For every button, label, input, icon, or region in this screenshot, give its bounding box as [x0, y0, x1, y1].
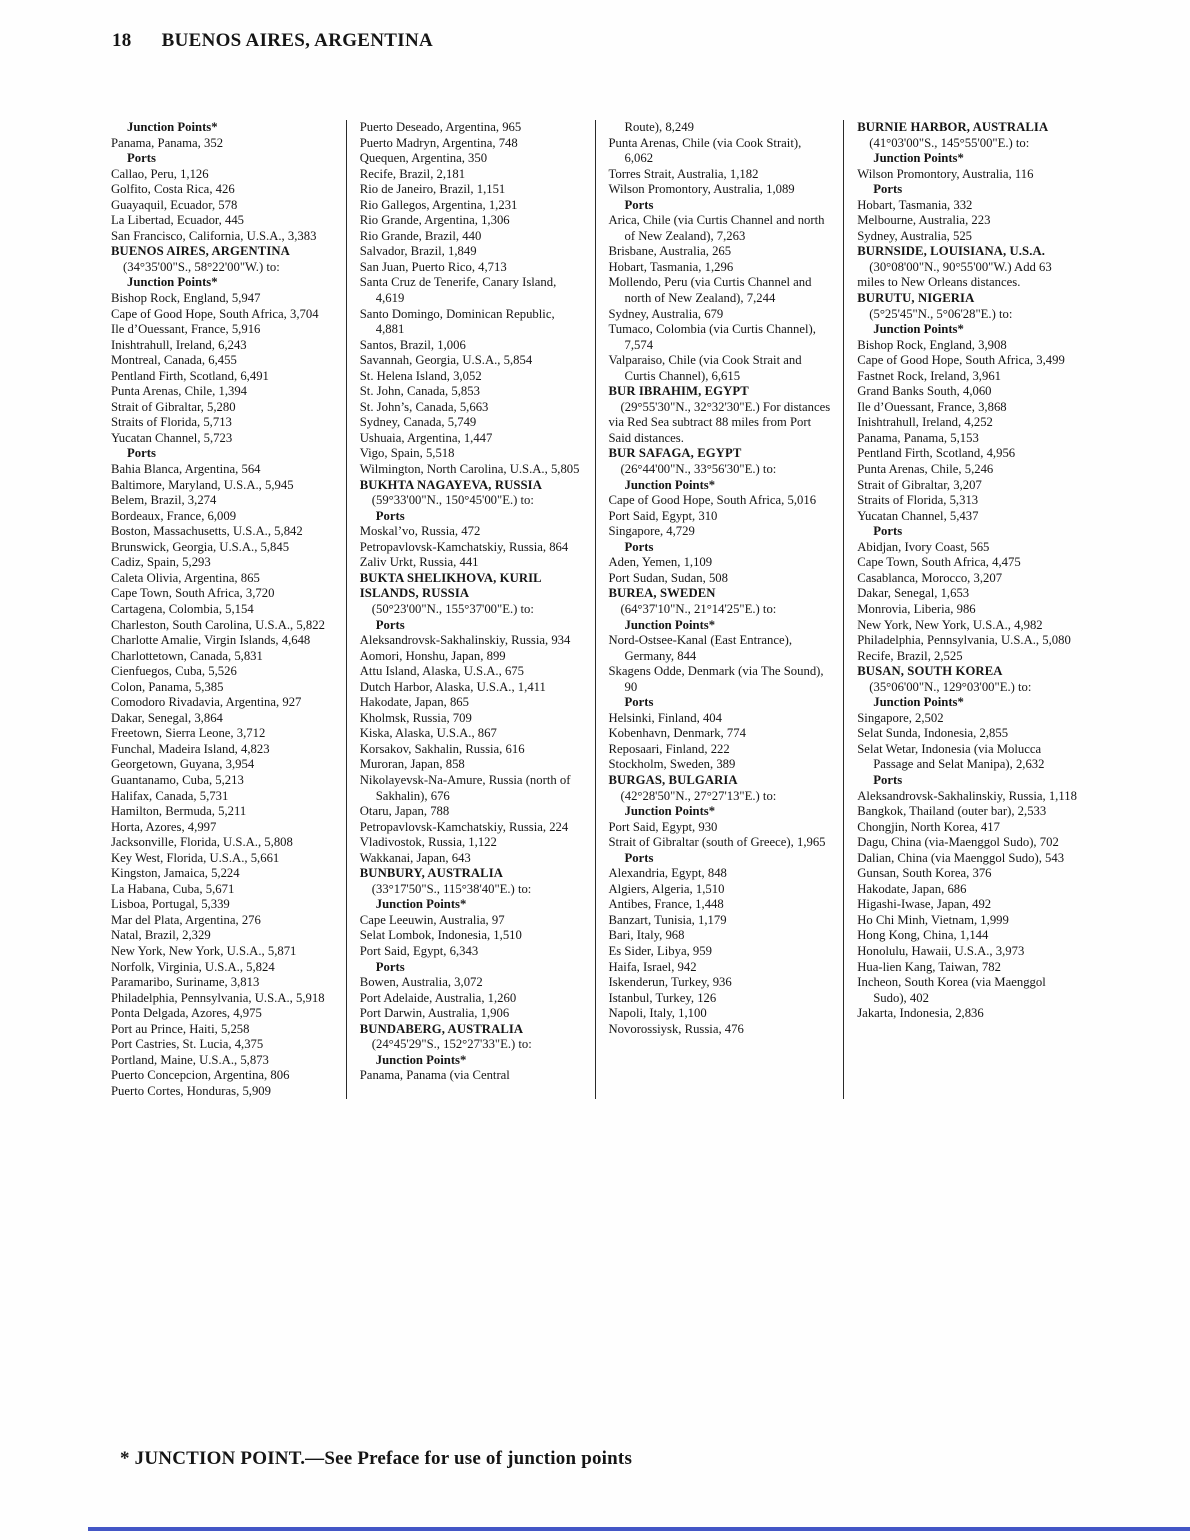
distance-entry: Melbourne, Australia, 223: [857, 213, 991, 228]
distance-entry: Hobart, Tasmania, 1,296: [608, 259, 734, 274]
section-heading: BUR SAFAGA, EGYPT: [608, 446, 742, 461]
group-subheading: Ports: [873, 182, 903, 197]
group-subheading: Junction Points*: [624, 804, 716, 819]
page-number: 18: [112, 30, 132, 51]
distance-entry: Aleksandrovsk-Sakhalinskiy, Russia, 1,118: [857, 788, 1077, 803]
distance-entry: Puerto Deseado, Argentina, 965: [359, 120, 522, 134]
distance-entry: Jakarta, Indonesia, 2,836: [857, 1006, 984, 1021]
coordinates-line: (30°08'00"N., 90°55'00"W.) Add 63 miles to New Orleans distances.: [857, 259, 1052, 290]
group-subheading: Junction Points*: [127, 275, 218, 290]
distance-entry: Bangkok, Thailand (outer bar), 2,533: [857, 804, 1047, 819]
distance-entry: Wilmington, North Carolina, U.S.A., 5,805: [359, 462, 580, 477]
bottom-edge-line: [88, 1527, 1190, 1531]
coordinates-line: (33°17'50"S., 115°38'40"E.) to:: [371, 881, 532, 896]
distance-entry: St. John’s, Canada, 5,663: [359, 399, 489, 414]
distance-entry: Cape of Good Hope, South Africa, 5,016: [608, 493, 817, 508]
distance-entry: Horta, Azores, 4,997: [111, 819, 217, 834]
distance-entry: Antibes, France, 1,448: [608, 897, 724, 912]
distance-entry: Bordeaux, France, 6,009: [111, 508, 237, 523]
distance-entry: Petropavlovsk-Kamchatskiy, Russia, 224: [359, 819, 569, 834]
distance-entry: Tumaco, Colombia (via Curtis Channel), 7,574: [608, 322, 816, 352]
group-subheading: Ports: [624, 197, 654, 212]
group-subheading: Junction Points*: [375, 1052, 467, 1067]
distance-entry: Yucatan Channel, 5,437: [857, 508, 979, 523]
column-4: [843, 120, 1092, 1099]
distance-entry: Dakar, Senegal, 1,653: [857, 586, 970, 601]
distance-entry: Norfolk, Virginia, U.S.A., 5,824: [111, 959, 275, 974]
group-subheading: Junction Points*: [873, 322, 964, 337]
distance-entry: Bishop Rock, England, 5,947: [111, 291, 261, 306]
distance-entry: Petropavlovsk-Kamchatskiy, Russia, 864: [359, 539, 569, 554]
group-subheading: Ports: [624, 539, 654, 554]
group-subheading: Ports: [375, 959, 405, 974]
distance-entry: Straits of Florida, 5,713: [111, 415, 232, 430]
distance-entry: Moskal’vo, Russia, 472: [359, 524, 481, 539]
distance-entry: Savannah, Georgia, U.S.A., 5,854: [359, 353, 533, 368]
distance-entry: Skagens Odde, Denmark (via The Sound), 90: [608, 664, 824, 694]
distance-entry: Belem, Brazil, 3,274: [111, 493, 217, 508]
coordinates-line: (50°23'00"N., 155°37'00"E.) to:: [371, 601, 534, 616]
section-heading: BURGAS, BULGARIA: [608, 772, 738, 787]
coordinates-line: (34°35'00"S., 58°22'00"W.) to:: [123, 259, 280, 274]
distance-entry: Hua-lien Kang, Taiwan, 782: [857, 959, 1001, 974]
distance-entry: Rio de Janeiro, Brazil, 1,151: [359, 182, 506, 197]
distance-entry: Kingston, Jamaica, 5,224: [111, 866, 240, 881]
distance-entry: Puerto Cortes, Honduras, 5,909: [111, 1083, 271, 1098]
distance-entry: New York, New York, U.S.A., 5,871: [111, 943, 297, 958]
distance-entry: Kiska, Alaska, U.S.A., 867: [359, 726, 497, 741]
distance-entry: Singapore, 4,729: [608, 524, 695, 539]
coordinates-line: (41°03'00"S., 145°55'00"E.) to:: [869, 135, 1030, 150]
distance-entry: Salvador, Brazil, 1,849: [359, 244, 477, 259]
distance-entry: Chongjin, North Korea, 417: [857, 819, 1000, 834]
distance-entry: Key West, Florida, U.S.A., 5,661: [111, 850, 280, 865]
page-header: [112, 30, 433, 52]
distance-entry: Panama, Panama (via Central: [359, 1068, 510, 1083]
distance-entry: Comodoro Rivadavia, Argentina, 927: [111, 695, 302, 710]
distance-entry: Pentland Firth, Scotland, 4,956: [857, 446, 1016, 461]
junction-point-footnote: * JUNCTION POINT.—See Preface for use of junction points: [120, 1448, 633, 1469]
distance-entry: Nikolayevsk-Na-Amure, Russia (north of Sakhalin), 676: [359, 772, 571, 803]
distance-entry: Jacksonville, Florida, U.S.A., 5,808: [111, 835, 293, 850]
group-subheading: Junction Points*: [624, 477, 716, 492]
distance-entry: Guayaquil, Ecuador, 578: [111, 197, 238, 212]
distance-entry: Istanbul, Turkey, 126: [608, 990, 717, 1005]
coordinates-line: (35°06'00"N., 129°03'00"E.) to:: [869, 679, 1032, 694]
distance-entry: Selat Lombok, Indonesia, 1,510: [359, 928, 522, 943]
distance-entry: Port Castries, St. Lucia, 4,375: [111, 1037, 264, 1052]
distance-entry: Cape Leeuwin, Australia, 97: [359, 912, 505, 927]
distance-entry: Dagu, China (via-Maenggol Sudo), 702: [857, 835, 1059, 850]
coordinates-line: (42°28'50"N., 27°27'13"E.) to:: [620, 788, 777, 803]
distance-entry: Bowen, Australia, 3,072: [359, 975, 483, 990]
distance-entry: Guantanamo, Cuba, 5,213: [111, 772, 244, 787]
distance-entry: Port Said, Egypt, 930: [608, 819, 718, 834]
distance-entry: Charlottetown, Canada, 5,831: [111, 648, 263, 663]
coordinates-line: (29°55'30"N., 32°32'30"E.) For distances via Red Sea subtract 88 miles from Port Said distances.: [608, 399, 831, 445]
group-subheading: Junction Points*: [127, 120, 218, 134]
distance-entry: Es Sider, Libya, 959: [608, 943, 712, 958]
distance-entry: Kholmsk, Russia, 709: [359, 710, 472, 725]
distance-entry: Puerto Madryn, Argentina, 748: [359, 135, 518, 150]
distance-entry: Muroran, Japan, 858: [359, 757, 465, 772]
group-subheading: Ports: [873, 772, 903, 787]
distance-entry: Dutch Harbor, Alaska, U.S.A., 1,411: [359, 679, 546, 694]
distance-entry: Novorossiysk, Russia, 476: [608, 1021, 744, 1036]
distance-entry: Port Said, Egypt, 6,343: [359, 943, 479, 958]
distance-entry: Ponta Delgada, Azores, 4,975: [111, 1006, 262, 1021]
distance-entry: Otaru, Japan, 788: [359, 804, 450, 819]
distance-entry: Paramaribo, Suriname, 3,813: [111, 975, 260, 990]
distance-entry: Napoli, Italy, 1,100: [608, 1006, 707, 1021]
section-heading: BUKHTA NAGAYEVA, RUSSIA: [359, 477, 542, 492]
distance-entry: Vladivostok, Russia, 1,122: [359, 835, 497, 850]
distance-entry: San Francisco, California, U.S.A., 3,383: [111, 228, 317, 243]
distance-entry: Rio Grande, Brazil, 440: [359, 228, 482, 243]
distance-entry: Panama, Panama, 352: [111, 135, 224, 150]
distance-entry: Mar del Plata, Argentina, 276: [111, 912, 261, 927]
distance-entry-continuation: Route), 8,249: [624, 120, 694, 134]
section-heading: BUREA, SWEDEN: [608, 586, 716, 601]
distance-entry: Natal, Brazil, 2,329: [111, 928, 211, 943]
distance-entry: Philadelphia, Pennsylvania, U.S.A., 5,918: [111, 990, 325, 1005]
distance-entry: Strait of Gibraltar, 3,207: [857, 477, 982, 492]
distance-entry: Haifa, Israel, 942: [608, 959, 697, 974]
distance-entry: Boston, Massachusetts, U.S.A., 5,842: [111, 524, 303, 539]
distance-entry: Straits of Florida, 5,313: [857, 493, 979, 508]
distance-entry: Ile d’Ouessant, France, 5,916: [111, 322, 261, 337]
distance-entry: Selat Sunda, Indonesia, 2,855: [857, 726, 1009, 741]
distance-entry: Quequen, Argentina, 350: [359, 151, 488, 166]
distance-entry: Grand Banks South, 4,060: [857, 384, 992, 399]
distance-entry: Santos, Brazil, 1,006: [359, 337, 466, 352]
distance-entry: Aomori, Honshu, Japan, 899: [359, 648, 506, 663]
distance-entry: Brisbane, Australia, 265: [608, 244, 732, 259]
distance-entry: Ho Chi Minh, Vietnam, 1,999: [857, 912, 1009, 927]
section-heading: BURUTU, NIGERIA: [857, 291, 975, 306]
distance-entry: Wilson Promontory, Australia, 116: [857, 166, 1034, 181]
distance-entry: Hakodate, Japan, 686: [857, 881, 967, 896]
column-1: [100, 120, 346, 1099]
coordinates-line: (24°45'29"S., 152°27'33"E.) to:: [371, 1037, 532, 1052]
distance-entry: Iskenderun, Turkey, 936: [608, 975, 732, 990]
columns-container: [100, 120, 1092, 1099]
distance-entry: Cape Town, South Africa, 3,720: [111, 586, 275, 601]
distance-entry: Yucatan Channel, 5,723: [111, 430, 233, 445]
distance-entry: Funchal, Madeira Island, 4,823: [111, 741, 270, 756]
distance-entry: Philadelphia, Pennsylvania, U.S.A., 5,080: [857, 633, 1071, 648]
distance-entry: St. Helena Island, 3,052: [359, 368, 482, 383]
group-subheading: Ports: [375, 508, 405, 523]
distance-entry: Charleston, South Carolina, U.S.A., 5,822: [111, 617, 325, 632]
group-subheading: Junction Points*: [873, 151, 964, 166]
distance-entry: Port au Prince, Haiti, 5,258: [111, 1021, 250, 1036]
distance-entry: La Habana, Cuba, 5,671: [111, 881, 235, 896]
distance-entry: Reposaari, Finland, 222: [608, 741, 730, 756]
distance-entry: Bishop Rock, England, 3,908: [857, 337, 1007, 352]
distance-entry: Georgetown, Guyana, 3,954: [111, 757, 255, 772]
distance-entry: Mollendo, Peru (via Curtis Channel and north of New Zealand), 7,244: [608, 275, 812, 306]
coordinates-line: (26°44'00"N., 33°56'30"E.) to:: [620, 462, 777, 477]
distance-entry: Sydney, Canada, 5,749: [359, 415, 477, 430]
distance-entry: Cape of Good Hope, South Africa, 3,499: [857, 353, 1065, 368]
distance-entry: Montreal, Canada, 6,455: [111, 353, 237, 368]
distance-entry: Recife, Brazil, 2,525: [857, 648, 963, 663]
distance-entry: Singapore, 2,502: [857, 710, 944, 725]
distance-entry: Port Adelaide, Australia, 1,260: [359, 990, 517, 1005]
distance-entry: Caleta Olivia, Argentina, 865: [111, 570, 260, 585]
distance-entry: New York, New York, U.S.A., 4,982: [857, 617, 1043, 632]
distance-entry: Portland, Maine, U.S.A., 5,873: [111, 1052, 269, 1067]
distance-entry: Banzart, Tunisia, 1,179: [608, 912, 727, 927]
distance-entry: Sydney, Australia, 679: [608, 306, 724, 321]
distance-entry: Dalian, China (via Maenggol Sudo), 543: [857, 850, 1065, 865]
distance-entry: Honolulu, Hawaii, U.S.A., 3,973: [857, 943, 1025, 958]
column-3: [595, 120, 844, 1099]
distance-entry: Colon, Panama, 5,385: [111, 679, 224, 694]
distance-entry: Freetown, Sierra Leone, 3,712: [111, 726, 266, 741]
distance-entry: Algiers, Algeria, 1,510: [608, 881, 725, 896]
distance-entry: Puerto Concepcion, Argentina, 806: [111, 1068, 290, 1083]
distance-entry: Ushuaia, Argentina, 1,447: [359, 430, 493, 445]
group-subheading: Ports: [127, 151, 156, 166]
distance-entry: St. John, Canada, 5,853: [359, 384, 480, 399]
distance-entry: Cienfuegos, Cuba, 5,526: [111, 664, 237, 679]
distance-entry: Pentland Firth, Scotland, 6,491: [111, 368, 269, 383]
distance-entry: San Juan, Puerto Rico, 4,713: [359, 259, 507, 274]
distance-entry: Alexandria, Egypt, 848: [608, 866, 727, 881]
distance-entry: Santa Cruz de Tenerife, Canary Island, 4,619: [359, 275, 557, 306]
distance-entry: Selat Wetar, Indonesia (via Molucca Passage and Selat Manipa), 2,632: [857, 741, 1045, 772]
group-subheading: Junction Points*: [873, 695, 964, 710]
distance-entry: Valparaiso, Chile (via Cook Strait and Curtis Channel), 6,615: [608, 353, 802, 383]
distance-entry: Fastnet Rock, Ireland, 3,961: [857, 368, 1002, 383]
distance-entry: Monrovia, Liberia, 986: [857, 601, 976, 616]
distance-entry: Casablanca, Morocco, 3,207: [857, 570, 1003, 585]
distance-entry: Golfito, Costa Rica, 426: [111, 182, 235, 197]
distance-entry: Aleksandrovsk-Sakhalinskiy, Russia, 934: [359, 633, 571, 648]
section-heading: BUSAN, SOUTH KOREA: [857, 664, 1003, 679]
group-subheading: Ports: [127, 446, 156, 461]
distance-entry: Rio Grande, Argentina, 1,306: [359, 213, 510, 228]
group-subheading: Junction Points*: [624, 617, 716, 632]
distance-entry: Nord-Ostsee-Kanal (East Entrance), Germany, 844: [608, 633, 793, 663]
distance-entry: Sydney, Australia, 525: [857, 228, 973, 243]
section-heading: BUNDABERG, AUSTRALIA: [359, 1021, 524, 1036]
group-subheading: Ports: [624, 850, 654, 865]
distance-entry: Cape of Good Hope, South Africa, 3,704: [111, 306, 319, 321]
distance-entry: Bari, Italy, 968: [608, 928, 685, 943]
distance-entry: Hamilton, Bermuda, 5,211: [111, 804, 247, 819]
distance-entry: Port Darwin, Australia, 1,906: [359, 1006, 510, 1021]
section-heading: BUNBURY, AUSTRALIA: [359, 866, 504, 881]
distance-entry: Attu Island, Alaska, U.S.A., 675: [359, 664, 524, 679]
distance-entry: Higashi-Iwase, Japan, 492: [857, 897, 992, 912]
distance-entry: Halifax, Canada, 5,731: [111, 788, 229, 803]
group-subheading: Ports: [873, 524, 903, 539]
group-subheading: Ports: [375, 617, 405, 632]
distance-entry: Inishtrahull, Ireland, 4,252: [857, 415, 993, 430]
distance-entry: Brunswick, Georgia, U.S.A., 5,845: [111, 539, 290, 554]
distance-entry: Bahia Blanca, Argentina, 564: [111, 462, 261, 477]
group-subheading: Ports: [624, 695, 654, 710]
distance-entry: Lisboa, Portugal, 5,339: [111, 897, 230, 912]
distance-entry: Stockholm, Sweden, 389: [608, 757, 736, 772]
section-heading: BUKTA SHELIKHOVA, KURIL ISLANDS, RUSSIA: [359, 570, 542, 601]
distance-entry: Port Said, Egypt, 310: [608, 508, 718, 523]
coordinates-line: (5°25'45"N., 5°06'28"E.) to:: [869, 306, 1013, 321]
distance-entry: Zaliv Urkt, Russia, 441: [359, 555, 479, 570]
distance-entry: Wilson Promontory, Australia, 1,089: [608, 182, 795, 197]
group-subheading: Junction Points*: [375, 897, 467, 912]
distance-entry: Arica, Chile (via Curtis Channel and north of New Zealand), 7,263: [608, 213, 825, 243]
distance-entry: Abidjan, Ivory Coast, 565: [857, 539, 990, 554]
distance-entry: Cartagena, Colombia, 5,154: [111, 601, 254, 616]
distance-entry: Charlotte Amalie, Virgin Islands, 4,648: [111, 633, 311, 648]
coordinates-line: (64°37'10"N., 21°14'25"E.) to:: [620, 601, 777, 616]
distance-entry: Santo Domingo, Dominican Republic, 4,881: [359, 306, 555, 337]
distance-entry: Kobenhavn, Denmark, 774: [608, 726, 746, 741]
distance-entry: Callao, Peru, 1,126: [111, 166, 209, 181]
distance-entry: Strait of Gibraltar, 5,280: [111, 399, 236, 414]
section-heading: BUR IBRAHIM, EGYPT: [608, 384, 749, 399]
distance-entry: Korsakov, Sakhalin, Russia, 616: [359, 741, 525, 756]
distance-entry: Helsinki, Finland, 404: [608, 710, 722, 725]
distance-entry: Hakodate, Japan, 865: [359, 695, 469, 710]
distance-entry: Baltimore, Maryland, U.S.A., 5,945: [111, 477, 294, 492]
column-2: [346, 120, 595, 1099]
distance-entry: La Libertad, Ecuador, 445: [111, 213, 245, 228]
distance-entry: Punta Arenas, Chile (via Cook Strait), 6,062: [608, 135, 802, 166]
distance-entry: Rio Gallegos, Argentina, 1,231: [359, 197, 518, 212]
distance-entry: Panama, Panama, 5,153: [857, 430, 979, 445]
distance-entry: Punta Arenas, Chile, 1,394: [111, 384, 248, 399]
distance-entry: Gunsan, South Korea, 376: [857, 866, 992, 881]
section-heading: BURNSIDE, LOUISIANA, U.S.A.: [857, 244, 1046, 259]
distance-entry: Recife, Brazil, 2,181: [359, 166, 466, 181]
distance-entry: Dakar, Senegal, 3,864: [111, 710, 223, 725]
distance-entry: Hong Kong, China, 1,144: [857, 928, 989, 943]
distance-entry: Punta Arenas, Chile, 5,246: [857, 462, 994, 477]
distance-entry: Torres Strait, Australia, 1,182: [608, 166, 759, 181]
distance-entry: Inishtrahull, Ireland, 6,243: [111, 337, 247, 352]
distance-entry: Vigo, Spain, 5,518: [359, 446, 455, 461]
distance-entry: Wakkanai, Japan, 643: [359, 850, 471, 865]
coordinates-line: (59°33'00"N., 150°45'00"E.) to:: [371, 493, 534, 508]
distance-entry: Hobart, Tasmania, 332: [857, 197, 973, 212]
page-title: BUENOS AIRES, ARGENTINA: [161, 30, 433, 51]
distance-entry: Cadiz, Spain, 5,293: [111, 555, 211, 570]
distance-entry: Incheon, South Korea (via Maenggol Sudo), 402: [857, 975, 1046, 1005]
distance-entry: Aden, Yemen, 1,109: [608, 555, 713, 570]
distance-entry: Port Sudan, Sudan, 508: [608, 570, 728, 585]
distance-entry: Strait of Gibraltar (south of Greece), 1,965: [608, 835, 826, 850]
section-heading: BURNIE HARBOR, AUSTRALIA: [857, 120, 1049, 134]
section-heading: BUENOS AIRES, ARGENTINA: [111, 244, 290, 259]
distance-entry: Ile d’Ouessant, France, 3,868: [857, 399, 1007, 414]
distance-entry: Cape Town, South Africa, 4,475: [857, 555, 1021, 570]
